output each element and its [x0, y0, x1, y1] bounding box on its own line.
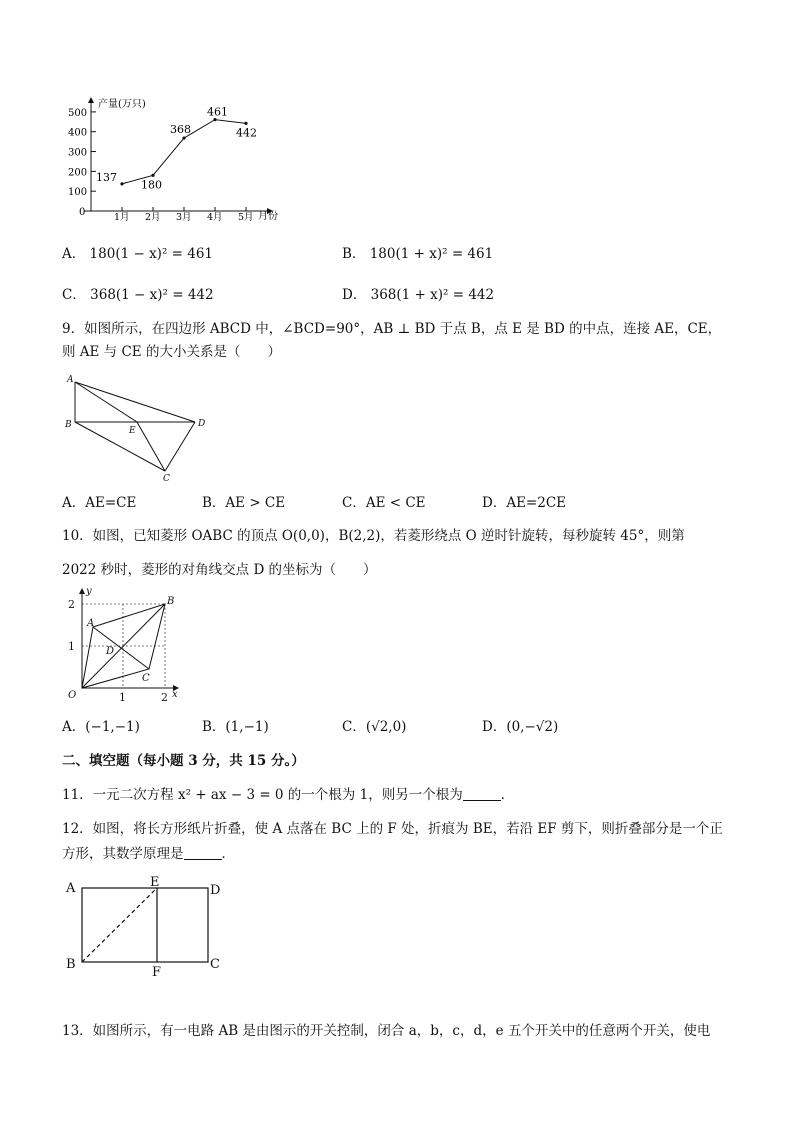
tick-label-x-1: 1: [119, 691, 126, 704]
point-label-a: A: [87, 618, 95, 629]
tick-label-y-1: 1: [68, 640, 75, 653]
q8-option-b[interactable]: [342, 244, 493, 264]
q10-option-a[interactable]: A．(−1,−1): [62, 719, 140, 735]
data-point: [151, 174, 154, 177]
point-label-b: B: [66, 957, 76, 972]
data-label: 368: [170, 123, 191, 137]
q10-option-b[interactable]: B．(1,−1): [202, 719, 269, 735]
option-text: 368(1 + x)² = 442: [370, 287, 495, 303]
q12-stem-line2: [62, 844, 235, 864]
x-tick-label: 1月: [114, 212, 130, 223]
option-letter: D．: [342, 287, 367, 303]
point-label-e: E: [150, 875, 160, 890]
y-tick-label: 500: [68, 107, 88, 119]
data-label: 137: [96, 170, 117, 184]
point-label-f: F: [152, 965, 162, 980]
q12-text-after: ．: [221, 846, 235, 862]
data-point: [120, 182, 123, 185]
section-heading: 二、填空题（每小题 3 分，共 15 分。）: [62, 753, 305, 769]
axis-label-y: y: [86, 586, 92, 597]
point-label-c: C: [142, 673, 150, 684]
y-tick-label: 100: [68, 187, 88, 199]
point-label-o: O: [68, 690, 77, 701]
q11-text-before: 11．一元二次方程 x² + ax − 3 = 0 的一个根为 1，则另一个根为: [62, 787, 463, 803]
point-label-b: B: [167, 596, 175, 607]
crease-be: [82, 888, 157, 962]
point-label-a: A: [67, 375, 74, 385]
q9-option-d[interactable]: D．AE=2CE: [482, 495, 567, 511]
production-line-chart: [60, 92, 300, 227]
q8-option-d[interactable]: [342, 285, 494, 305]
point-label-c: C: [163, 474, 170, 484]
q9-stem-line1: 9．如图所示，在四边形 ABCD 中，∠BCD=90°，AB ⊥ BD 于点 B，点 E 是 BD 的中点，连接 AE，CE，: [62, 321, 722, 337]
x-tick-label: 2月: [145, 212, 161, 223]
x-axis-label: 月份: [258, 211, 278, 222]
x-tick-label: 3月: [176, 212, 192, 223]
point-label-d: D: [106, 646, 115, 657]
x-tick-label: 5月: [238, 212, 254, 223]
data-label: 461: [207, 105, 228, 119]
option-letter: A．: [62, 246, 86, 262]
q10-option-c[interactable]: C．(√2,0): [342, 719, 407, 735]
q9-quadrilateral-figure: [62, 370, 222, 485]
point-label-c: C: [210, 957, 220, 972]
y-tick-label: 200: [68, 167, 88, 179]
point-label-e: E: [129, 426, 136, 436]
y-tick-label: 0: [79, 207, 86, 218]
data-point: [182, 136, 185, 139]
tick-label-x-2: 2: [161, 691, 168, 704]
q12-answer-blank[interactable]: [184, 845, 222, 860]
data-label: 442: [236, 126, 257, 140]
y-axis-label: 产量(万只): [98, 99, 146, 110]
q9-option-a[interactable]: A．AE=CE: [62, 495, 137, 511]
point-label-d: D: [210, 883, 221, 898]
axis-label-x: x: [172, 689, 178, 700]
q12-text-before: 方形，其数学原理是: [62, 846, 184, 862]
option-text: 180(1 − x)² = 461: [89, 246, 214, 262]
data-label: 180: [141, 178, 162, 192]
segment-ad: [75, 382, 195, 422]
q12-stem-line1: 12．如图，将长方形纸片折叠，使 A 点落在 BC 上的 F 处，折痕为 BE，若沿 EF 剪下，则折叠部分是一个正: [62, 821, 723, 837]
option-letter: C．: [62, 287, 86, 303]
q13-stem-line1: 13．如图所示，有一电路 AB 是由图示的开关控制，闭合 a，b，c，d，e 五个开关中的任意两个开关，使电: [62, 1023, 711, 1039]
rectangle-abcd: [82, 888, 208, 962]
q12-folding-figure: [62, 874, 232, 980]
option-text: 368(1 − x)² = 442: [90, 287, 214, 303]
point-label-d: D: [198, 419, 206, 429]
option-letter: B．: [342, 246, 366, 262]
y-tick-label: 300: [68, 147, 88, 159]
tick-label-y-2: 2: [68, 598, 75, 611]
q11-answer-blank[interactable]: [463, 786, 501, 801]
q9-stem-line2: 则 AE 与 CE 的大小关系是（ ）: [62, 344, 281, 360]
q9-option-b[interactable]: B．AE > CE: [202, 495, 286, 511]
x-tick-label: 4月: [207, 212, 223, 223]
point-label-b: B: [65, 420, 72, 430]
q11-stem: [62, 785, 514, 805]
q9-option-c[interactable]: C．AE < CE: [342, 495, 426, 511]
segment-cd: [165, 422, 195, 471]
q10-rhombus-figure: [60, 585, 190, 705]
segment-ae: [75, 382, 137, 422]
q8-option-a[interactable]: [62, 244, 213, 264]
y-tick-label: 400: [68, 127, 88, 139]
q10-stem-line2: 2022 秒时，菱形的对角线交点 D 的坐标为（ ）: [62, 562, 377, 578]
q8-option-c[interactable]: [62, 285, 214, 305]
option-text: 180(1 + x)² = 461: [369, 246, 494, 262]
diagonal-ac: [93, 627, 149, 669]
data-point: [244, 122, 247, 125]
q10-option-d[interactable]: D．(0,−√2): [482, 719, 559, 735]
q11-text-after: ．: [500, 787, 515, 803]
point-label-a: A: [66, 881, 76, 896]
q10-stem-line1: 10．如图，已知菱形 OABC 的顶点 O(0,0)，B(2,2)，若菱形绕点 O 逆时针旋转，每秒旋转 45°，则第: [62, 528, 685, 544]
